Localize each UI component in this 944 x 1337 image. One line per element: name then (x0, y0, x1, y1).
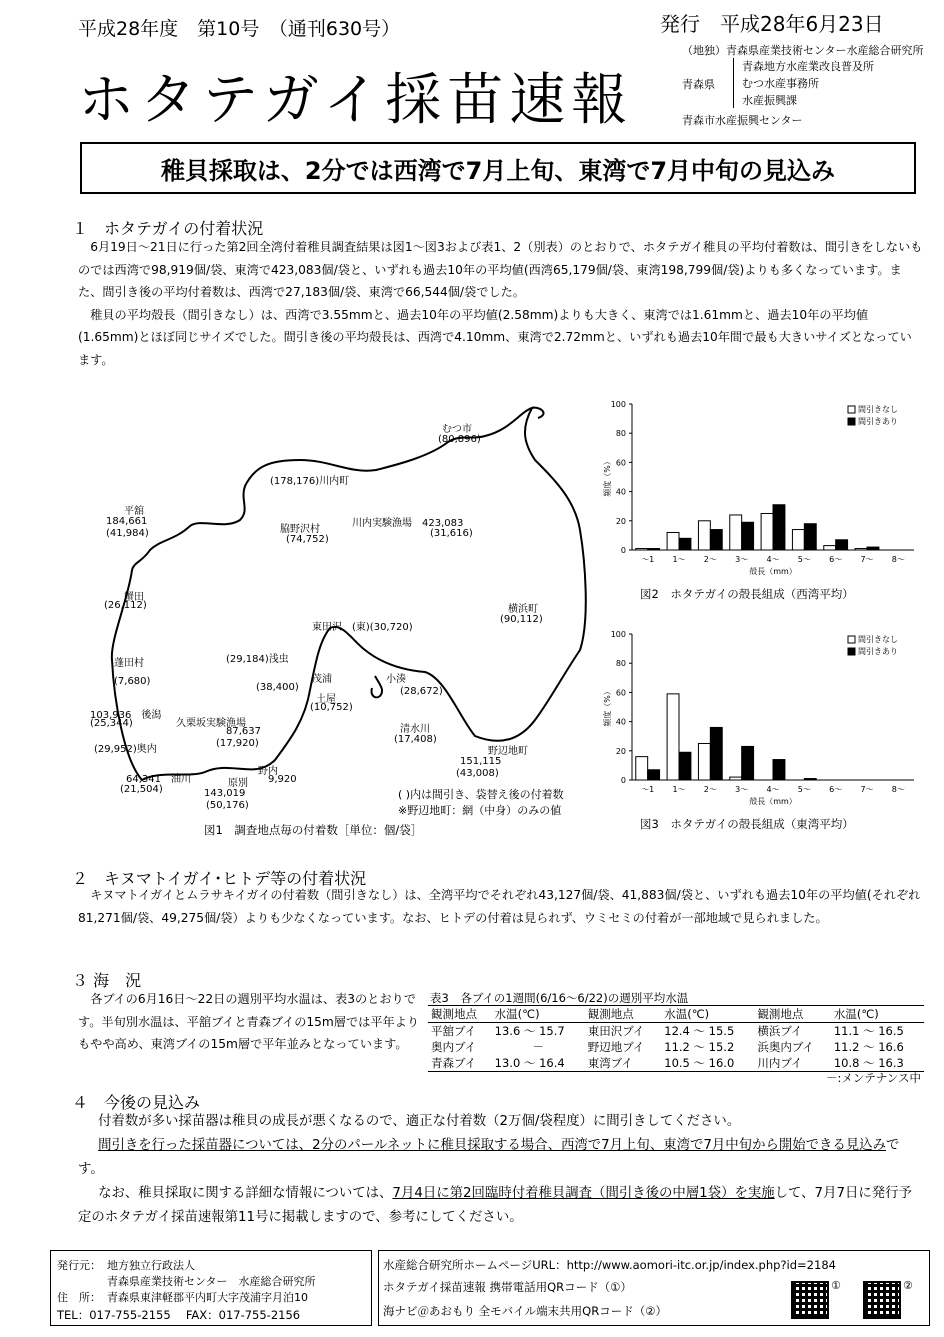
map-label-kanita: 蟹田 (124, 592, 144, 603)
table-cell: － (532, 1040, 544, 1054)
x-tick-label: 1～ (672, 555, 686, 564)
qr-scallop-mobile-label: ホタテガイ採苗速報 携帯電話用QRコード（①） (383, 1280, 632, 1294)
map-value2-noheji: (43,008) (456, 768, 499, 779)
x-tick-label: 5～ (797, 555, 811, 564)
map-label-tairadate: 平舘 (124, 506, 144, 517)
section1-paragraph1: 6月19日～21日に行った第2回全湾付着稚貝調査結果は図1～図3および表1、2（別表）のとおりで、ホタテガイ稚貝の平均付着数は、間引きをしないものでは西湾で98,919個/袋、東湾で423,083個/袋と、いずれも過去10年の平均値(西湾65,179個/袋、東湾198,799個/袋)よりも多くなっています。また、間引き後の平均付着数は、西湾で27,183個/袋、東湾で66,544個/袋でした。 (78, 240, 923, 299)
bar-no-thinning (855, 549, 867, 550)
bar-no-thinning (636, 549, 648, 550)
legend-label: 間引きあり (858, 647, 898, 656)
map-label-aburakawa: 64,341 油川 (126, 774, 191, 785)
map-note-1: ( )内は間引き、袋替え後の付着数 (398, 788, 564, 801)
x-tick-label: 7～ (860, 785, 874, 794)
contact-phone-fax: TEL：017-755-2155 FAX：017-755-2156 (57, 1308, 301, 1322)
footer-publisher-box (50, 1250, 372, 1326)
table-cell: 10.5 ～ 16.0 (664, 1056, 735, 1070)
map-label-kawauchi: (178,176)川内町 (270, 476, 350, 487)
bar-no-thinning (667, 694, 679, 780)
table-cell: 浜奥内ブイ (757, 1040, 814, 1054)
section4-p3-end: して、7月7日に発行予定のホタテガイ採苗速報第11号に掲載しますので、参考にしてください。 (78, 1186, 912, 1225)
bar-no-thinning (636, 757, 648, 780)
page-title: ホタテガイ採苗速報 (78, 68, 634, 133)
table-cell: 11.2 ～ 15.2 (664, 1040, 735, 1054)
map-label-yomogita: 蓬田村 (114, 658, 144, 669)
water-temp-table (428, 1005, 924, 1072)
section4-p3-start: なお、稚貝採取に関する詳細な情報については、 (98, 1186, 393, 1201)
chart-west-caption: 図2 ホタテガイの殻長組成（西湾平均） (640, 587, 854, 601)
table-cell: 野辺地ブイ (587, 1040, 645, 1054)
y-tick-label: 60 (615, 688, 626, 698)
section4-paragraph1: 付着数が多い採苗器は稚貝の成長が悪くなるので、適正な付着数（2万個/袋程度）に間引きしてください。 (98, 1114, 741, 1129)
table-header-row (428, 1006, 924, 1023)
qr-marker-1: ① (831, 1279, 841, 1292)
map-value-tsuchiya: (10,752) (310, 702, 353, 713)
qr-uminavi-label: 海ナビ＠あおもり 全モバイル端末共用QRコード（②） (383, 1304, 668, 1318)
map-label-tsuchiya: 土屋 (316, 694, 336, 705)
map-label-gohei: 103,936 後潟 (90, 710, 162, 721)
legend-swatch (848, 406, 855, 413)
x-tick-label: 8～ (891, 785, 905, 794)
section4-body (78, 1110, 924, 1230)
y-tick-label: 100 (610, 400, 626, 409)
x-tick-label: 1～ (672, 785, 686, 794)
bar-thinned (867, 547, 879, 550)
map-value-noheji: 151,115 (460, 756, 502, 767)
org-aomori-city-center: 青森市水産振興センター (682, 114, 803, 127)
homepage-url[interactable]: 水産総合研究所ホームページURL：http://www.aomori-itc.or.jp/index.php?id=2184 (383, 1258, 836, 1272)
y-tick-label: 20 (615, 516, 626, 526)
map-label-yokohama: 横浜町 (508, 604, 538, 615)
bar-no-thinning (761, 514, 773, 551)
shell-length-chart-east (596, 624, 936, 814)
table-header-cell: 観測地点 (757, 1007, 804, 1021)
shell-length-chart-west (596, 394, 936, 584)
map-value2-kuguri: (17,920) (216, 738, 259, 749)
x-tick-label: ～1 (641, 785, 655, 794)
map-value-harabetsu: 143,019 (204, 788, 246, 799)
bar-thinned (710, 727, 722, 780)
map-label-kuguri: 久栗坂実験漁場 (176, 718, 246, 729)
qr-code-2[interactable] (863, 1281, 901, 1319)
map-value-tairadate: 184,661 (106, 516, 148, 527)
x-tick-label: 6～ (829, 555, 843, 564)
bar-thinned (773, 760, 785, 780)
x-tick-label: 5～ (797, 785, 811, 794)
legend-swatch (848, 636, 855, 643)
y-tick-label: 20 (615, 746, 626, 756)
table-cell: 川内ブイ (757, 1056, 803, 1070)
map-label-mutsu: むつ市 (442, 424, 472, 435)
map-value2-harabetsu: (50,176) (206, 800, 249, 811)
map-figure (80, 400, 620, 840)
y-tick-label: 100 (610, 630, 626, 639)
y-tick-label: 0 (620, 776, 626, 785)
map-label-moura: 茂浦 (312, 674, 332, 685)
map-label-noheji: 野辺地町 (488, 746, 528, 757)
map-caption: 図1 調査地点毎の付着数［単位：個/袋］ (204, 823, 423, 837)
x-tick-label: 4～ (766, 555, 780, 564)
bar-no-thinning (792, 530, 804, 550)
x-tick-label: 3～ (735, 785, 749, 794)
bar-thinned (773, 505, 785, 550)
map-note-2: ※野辺地町：網（中身）のみの値 (398, 804, 562, 817)
map-label-harabetsu: 原別 (228, 778, 248, 789)
x-tick-label: 8～ (891, 555, 905, 564)
section2-paragraph1: キヌマトイガイとムラサキイガイの付着数（間引きなし）は、全湾平均でそれぞれ43,127個/袋、41,883個/袋と、いずれも過去10年の平均値(それぞれ81,271個/袋、49,275個/袋）よりも少なくなっています。なお、ヒトデの付着は見られず、ウミセミの付着が一部地域で見られました。 (78, 888, 921, 925)
table-cell: 10.8 ～ 16.3 (833, 1056, 904, 1070)
map-value-aburakawa: (21,504) (120, 784, 163, 795)
bar-thinned (679, 752, 691, 780)
map-value-shimizugawa: (17,408) (394, 734, 437, 745)
org-aomori-pref: 青森県 (682, 78, 715, 91)
map-value-mutsu: (80,896) (438, 434, 481, 445)
x-tick-label: ～1 (641, 555, 655, 564)
bar-no-thinning (730, 515, 742, 550)
section4-paragraph3 (78, 1182, 924, 1230)
table-cell: 12.4 ～ 15.5 (664, 1024, 735, 1038)
table-header-cell: 水温(℃) (494, 1007, 540, 1021)
map-value2-tairadate: (41,984) (106, 528, 149, 539)
map-value-gohei: (25,344) (90, 718, 133, 729)
qr-marker-2: ② (903, 1279, 913, 1292)
map-value-kominato: (28,672) (400, 686, 443, 697)
bar-no-thinning (698, 521, 710, 550)
x-tick-label: 4～ (766, 785, 780, 794)
publisher-label: 発行元： (57, 1259, 101, 1272)
x-tick-label: 6～ (829, 785, 843, 794)
table-cell: 東田沢ブイ (587, 1024, 645, 1038)
table-header-cell: 水温(℃) (664, 1007, 710, 1021)
map-value-yomogita: (7,680) (114, 676, 151, 687)
bar-no-thinning (698, 744, 710, 781)
map-value-moura: (38,400) (256, 682, 299, 693)
table-cell: 11.1 ～ 16.5 (833, 1024, 904, 1038)
publisher-name: 地方独立行政法人 (107, 1259, 195, 1272)
section1-paragraph2: 稚貝の平均殻長（間引きなし）は、西湾で3.55mmと、過去10年の平均値(2.58mm)よりも大きく、東湾では1.61mmと、過去10年の平均値(1.65mm)とほぼ同じサイズでした。間引き後の平均殻長は、西湾で4.10mm、東湾で2.72mmと、いずれも過去10年間で最も大きいサイズとなっています。 (78, 307, 912, 367)
chart-east-caption: 図3 ホタテガイの殻長組成（東湾平均） (640, 817, 854, 831)
table-cell: 11.2 ～ 16.6 (833, 1040, 904, 1054)
address: 青森県東津軽郡平内町大字茂浦字月泊10 (107, 1291, 308, 1304)
table-row (428, 1023, 924, 1040)
bar-thinned (648, 549, 660, 550)
bar-no-thinning (730, 777, 742, 780)
bar-no-thinning (824, 546, 836, 550)
bar-thinned (648, 770, 660, 780)
table-cell: 横浜ブイ (757, 1024, 803, 1038)
bar-thinned (836, 540, 848, 550)
table3-note: －:メンテナンス中 (826, 1071, 921, 1085)
legend-swatch (848, 648, 855, 655)
section4-heading: ４ 今後の見込み (72, 1093, 201, 1112)
section2-body (78, 884, 924, 929)
org-mutsu-office: むつ水産事務所 (742, 77, 819, 90)
x-tick-label: 2～ (703, 785, 717, 794)
y-tick-label: 60 (615, 458, 626, 468)
map-label-nonai: 野内 (258, 766, 278, 777)
x-tick-label: 3～ (735, 555, 749, 564)
map-value-kawauchi-lab: (31,616) (430, 528, 473, 539)
table-header-cell: 水温(℃) (833, 1007, 879, 1021)
map-value-kuguri: 87,637 (226, 726, 261, 737)
table-row (428, 1039, 924, 1055)
map-label-okunai: (29,952)奥内 (94, 744, 157, 755)
table-header-cell: 観測地点 (431, 1007, 477, 1021)
table-cell: 13.6 ～ 15.7 (494, 1024, 565, 1038)
bar-thinned (804, 779, 816, 780)
bar-thinned (742, 746, 754, 780)
section4-p2-end: です。 (78, 1138, 900, 1177)
map-label-kominato: 小湊 (386, 674, 406, 685)
table-cell: 奥内ブイ (431, 1040, 476, 1054)
table-header-cell: 観測地点 (587, 1007, 634, 1021)
legend-label: 間引きあり (858, 417, 898, 426)
map-value-wakinosawa: (74,752) (286, 534, 329, 545)
legend-label: 間引きなし (858, 405, 898, 414)
section3-body (78, 988, 428, 1056)
map-label-higashitazawa: 東田沢 (東)(30,720) (312, 622, 413, 633)
table-cell: 13.0 ～ 16.4 (494, 1056, 565, 1070)
x-axis-label: 殻長（mm） (749, 797, 797, 806)
y-tick-label: 0 (620, 546, 626, 555)
x-tick-label: 7～ (860, 555, 874, 564)
org-research-institute: （地独）青森県産業技術センター水産総合研究所 (682, 44, 924, 57)
y-axis-label: 頻度（%） (603, 687, 612, 727)
map-value-nonai: 9,920 (268, 774, 297, 785)
y-axis-label: 頻度（%） (603, 457, 612, 497)
section1-body (78, 236, 924, 371)
org-bracket (733, 58, 735, 108)
headline-box (80, 142, 916, 194)
map-value-yokohama: (90,112) (500, 614, 543, 625)
issue-date: 発行 平成28年6月23日 (660, 12, 884, 36)
table-cell: 平舘ブイ (431, 1024, 476, 1038)
qr-code-1[interactable] (791, 1281, 829, 1319)
y-tick-label: 40 (615, 717, 626, 727)
bar-thinned (679, 538, 691, 550)
org-fisheries-division: 水産振興課 (742, 94, 797, 107)
headline: 稚貝採取は、2分では西湾で7月上旬、東湾で7月中旬の見込み (160, 156, 836, 185)
section4-paragraph2 (78, 1134, 924, 1182)
bar-thinned (710, 530, 722, 550)
table-cell: 青森ブイ (431, 1056, 476, 1070)
section1-heading: １ ホタテガイの付着状況 (72, 219, 264, 238)
y-tick-label: 80 (615, 659, 626, 669)
publisher-name2: 青森県産業技術センター 水産総合研究所 (107, 1275, 316, 1288)
map-label-kawauchi-lab: 川内実験漁場 423,083 (352, 518, 464, 529)
section2-heading: ２ キヌマトイガイ･ヒトデ等の付着状況 (72, 869, 367, 888)
map-label-asamushi: (29,184)浅虫 (226, 654, 289, 665)
section4-emphasis1: 間引きを行った採苗器については、2分のパールネットに稚貝採取する場合、西湾で7月上旬、東湾で7月中旬から開始できる見込み (98, 1138, 886, 1153)
address-label: 住 所： (57, 1291, 101, 1304)
section3-heading: ３ 海 況 (72, 971, 142, 990)
map-value-kanita: (26,112) (104, 600, 147, 611)
bar-thinned (742, 522, 754, 550)
table3-title: 表3 各ブイの1週間(6/16～6/22)の週別平均水温 (430, 991, 689, 1005)
section3-paragraph1: 各ブイの6月16日～22日の週別平均水温は、表3のとおりです。半旬別水温は、平舘ブイと青森ブイの15m層では平年よりもやや高め、東湾ブイの15m層で平年並みとなっています。 (78, 992, 420, 1051)
x-axis-label: 殻長（mm） (749, 567, 797, 576)
y-tick-label: 80 (615, 429, 626, 439)
x-tick-label: 2～ (703, 555, 717, 564)
footer-web-box (378, 1250, 930, 1326)
y-tick-label: 40 (615, 487, 626, 497)
org-extension-office: 青森地方水産業改良普及所 (742, 60, 874, 73)
map-label-wakinosawa: 脇野沢村 (280, 524, 320, 535)
legend-swatch (848, 418, 855, 425)
section4-emphasis2: 7月4日に第2回臨時付着稚貝調査（間引き後の中層1袋）を実施 (392, 1186, 775, 1201)
issue-number: 平成28年度 第10号 （通刊630号） (78, 18, 401, 40)
bar-thinned (804, 524, 816, 550)
legend-label: 間引きなし (858, 635, 898, 644)
bar-no-thinning (667, 532, 679, 550)
table-cell: 東湾ブイ (587, 1056, 633, 1070)
map-label-shimizugawa: 清水川 (400, 724, 430, 735)
